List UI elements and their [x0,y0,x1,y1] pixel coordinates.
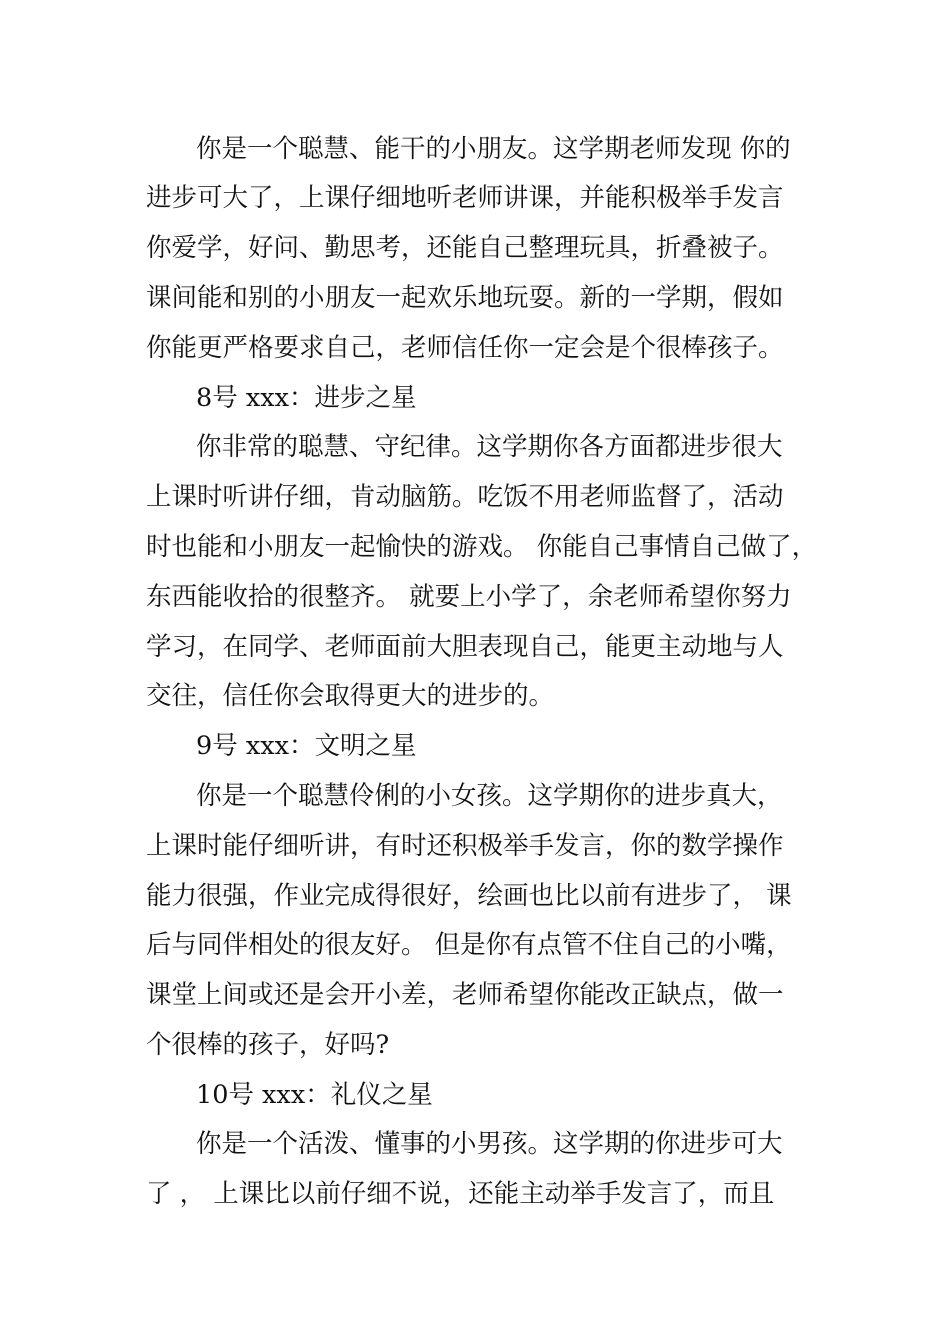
paragraph-line: 东西能收拾的很整齐。 就要上小学了，余老师希望你努力 [146,582,792,612]
paragraph-line: 能力很强，作业完成得很好，绘画也比以前有进步了， 课 [146,881,792,911]
paragraph-line: 你能更严格要求自己，老师信任你一定会是个很棒孩子。 [146,333,784,363]
paragraph-line: 个很棒的孩子，好吗? [146,1030,390,1060]
paragraph-line: 上课时能仔细听讲，有时还积极举手发言，你的数学操作 [146,831,784,861]
paragraph-line: 课间能和别的小朋友一起欢乐地玩耍。新的一学期，假如 [146,283,784,313]
paragraph-line: 了 ， 上课比以前仔细不说，还能主动举手发言了，而且 [146,1179,775,1209]
paragraph-line: 你是一个聪慧、能干的小朋友。这学期老师发现 你的 [196,134,791,164]
paragraph-line: 你是一个活泼、懂事的小男孩。这学期的你进步可大 [196,1129,783,1159]
paragraph-line: 你是一个聪慧伶俐的小女孩。这学期你的进步真大， [196,781,783,811]
section-heading: 9号 xxx：文明之星 [196,731,417,761]
paragraph-line: 时也能和小朋友一起愉快的游戏。 你能自己事情自己做了， [146,532,818,562]
paragraph-line: 课堂上间或还是会开小差，老师希望你能改正缺点，做一 [146,980,784,1010]
paragraph-line: 学习，在同学、老师面前大胆表现自己，能更主动地与人 [146,632,784,662]
section-heading: 10号 xxx：礼仪之星 [196,1080,433,1110]
section-heading: 8号 xxx：进步之星 [196,383,417,413]
paragraph-line: 进步可大了，上课仔细地听老师讲课，并能积极举手发言 [146,183,784,213]
paragraph-line: 你非常的聪慧、守纪律。这学期你各方面都进步很大 [196,432,783,462]
paragraph-line: 上课时听讲仔细，肯动脑筋。吃饭不用老师监督了，活动 [146,482,784,512]
paragraph-line: 后与同伴相处的很友好。 但是你有点管不住自己的小嘴， [146,930,792,960]
paragraph-line: 交往，信任你会取得更大的进步的。 [146,681,555,711]
paragraph-line: 你爱学，好问、勤思考，还能自己整理玩具，折叠被子。 [146,233,784,263]
